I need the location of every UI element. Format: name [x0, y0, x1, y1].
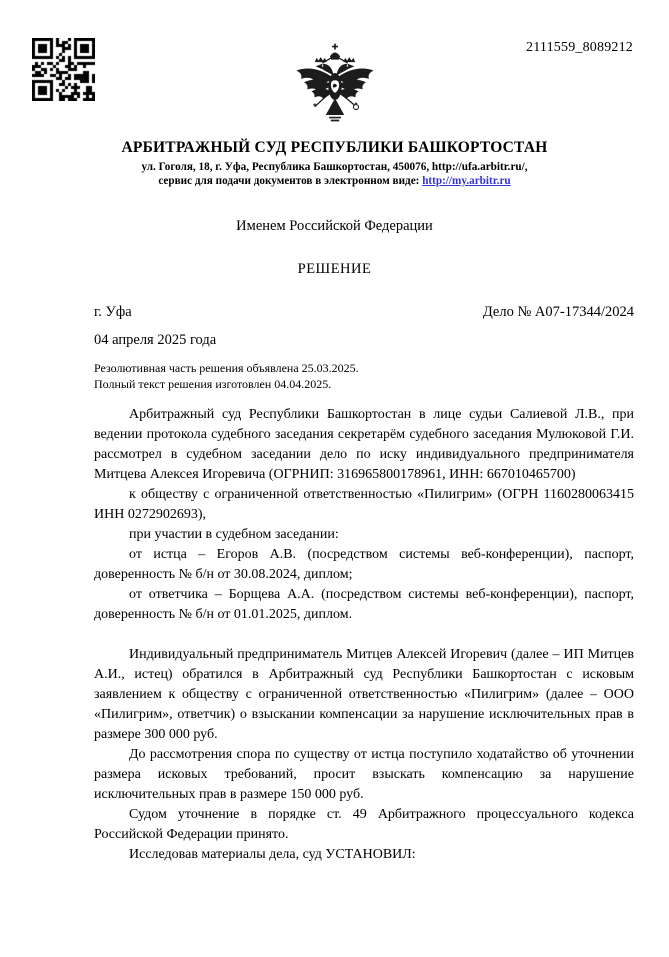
paragraph: Судом уточнение в порядке ст. 49 Арбитражного процессуального кодекса Российской Федерации принято. — [94, 807, 634, 842]
body-block-2 — [94, 645, 634, 865]
date-line: 04 апреля 2025 года — [94, 332, 217, 348]
service-line-prefix: сервис для подачи документов в электронном виде: — [158, 175, 423, 187]
service-line — [0, 175, 669, 187]
paragraph: от ответчика – Борщева А.А. (посредством системы веб-конференции), паспорт, доверенность № б/н от 01.01.2025, диплом. — [94, 587, 634, 622]
document-number: 2111559_8089212 — [526, 40, 633, 55]
decision-title: РЕШЕНИЕ — [297, 261, 372, 277]
city-label: г. Уфа — [94, 304, 132, 320]
qr-code-icon — [32, 38, 95, 101]
court-header — [0, 139, 669, 187]
case-row — [94, 304, 634, 321]
case-number: Дело № А07-17344/2024 — [482, 304, 634, 320]
established-line: Исследовав материалы дела, суд УСТАНОВИЛ: — [129, 847, 416, 862]
paragraph: До рассмотрения спора по существу от истца поступило ходатайство об уточнении размера исковых требований, просит взыскать компенсацию за нарушение исключительных прав в размере 150 000 руб. — [94, 747, 634, 802]
paragraph: от истца – Егоров А.В. (посредством системы веб-конференции), паспорт, доверенность № б/н от 30.08.2024, диплом; — [94, 547, 634, 582]
in-the-name-line: Именем Российской Федерации — [236, 218, 433, 234]
decision-body — [94, 405, 634, 865]
paragraph: Индивидуальный предприниматель Митцев Алексей Игоревич (далее – ИП Митцев А.И., истец) обратился в Арбитражный суд Республики Башкортостан с исковым заявлением к обществу с ограниченной ответственностью «Пилигрим» (далее – ООО «Пилигрим», ответчик) о взыскании компенсации за нарушение исключительных прав в размере 300 000 руб. — [94, 647, 634, 742]
paragraph: к обществу с ограниченной ответственностью «Пилигрим» (ОГРН 1160280063415 ИНН 0272902693), — [94, 487, 634, 522]
body-block-1 — [94, 405, 634, 625]
paragraph: при участии в судебном заседании: — [129, 527, 339, 542]
service-link[interactable]: http://my.arbitr.ru — [422, 175, 511, 187]
coat-of-arms-icon — [293, 42, 377, 136]
full-text-note: Полный текст решения изготовлен 04.04.2025. — [94, 377, 332, 391]
resolution-note: Резолютивная часть решения объявлена 25.03.2025. — [94, 361, 359, 375]
court-name: АРБИТРАЖНЫЙ СУД РЕСПУБЛИКИ БАШКОРТОСТАН — [121, 139, 548, 156]
decision-notes — [94, 360, 359, 392]
court-address: ул. Гоголя, 18, г. Уфа, Республика Башкортостан, 450076, http://ufa.arbitr.ru/, — [141, 161, 528, 173]
paragraph: Арбитражный суд Республики Башкортостан в лице судьи Салиевой Л.В., при ведении протокола судебного заседания секретарём судебного заседания Мулюковой Г.И. рассмотрел в судебном заседании дело по иску индивидуального предпринимателя Митцева Алексея Игоревича (ОГРНИП: 316965800178961, ИНН: 667010465700) — [94, 407, 634, 482]
